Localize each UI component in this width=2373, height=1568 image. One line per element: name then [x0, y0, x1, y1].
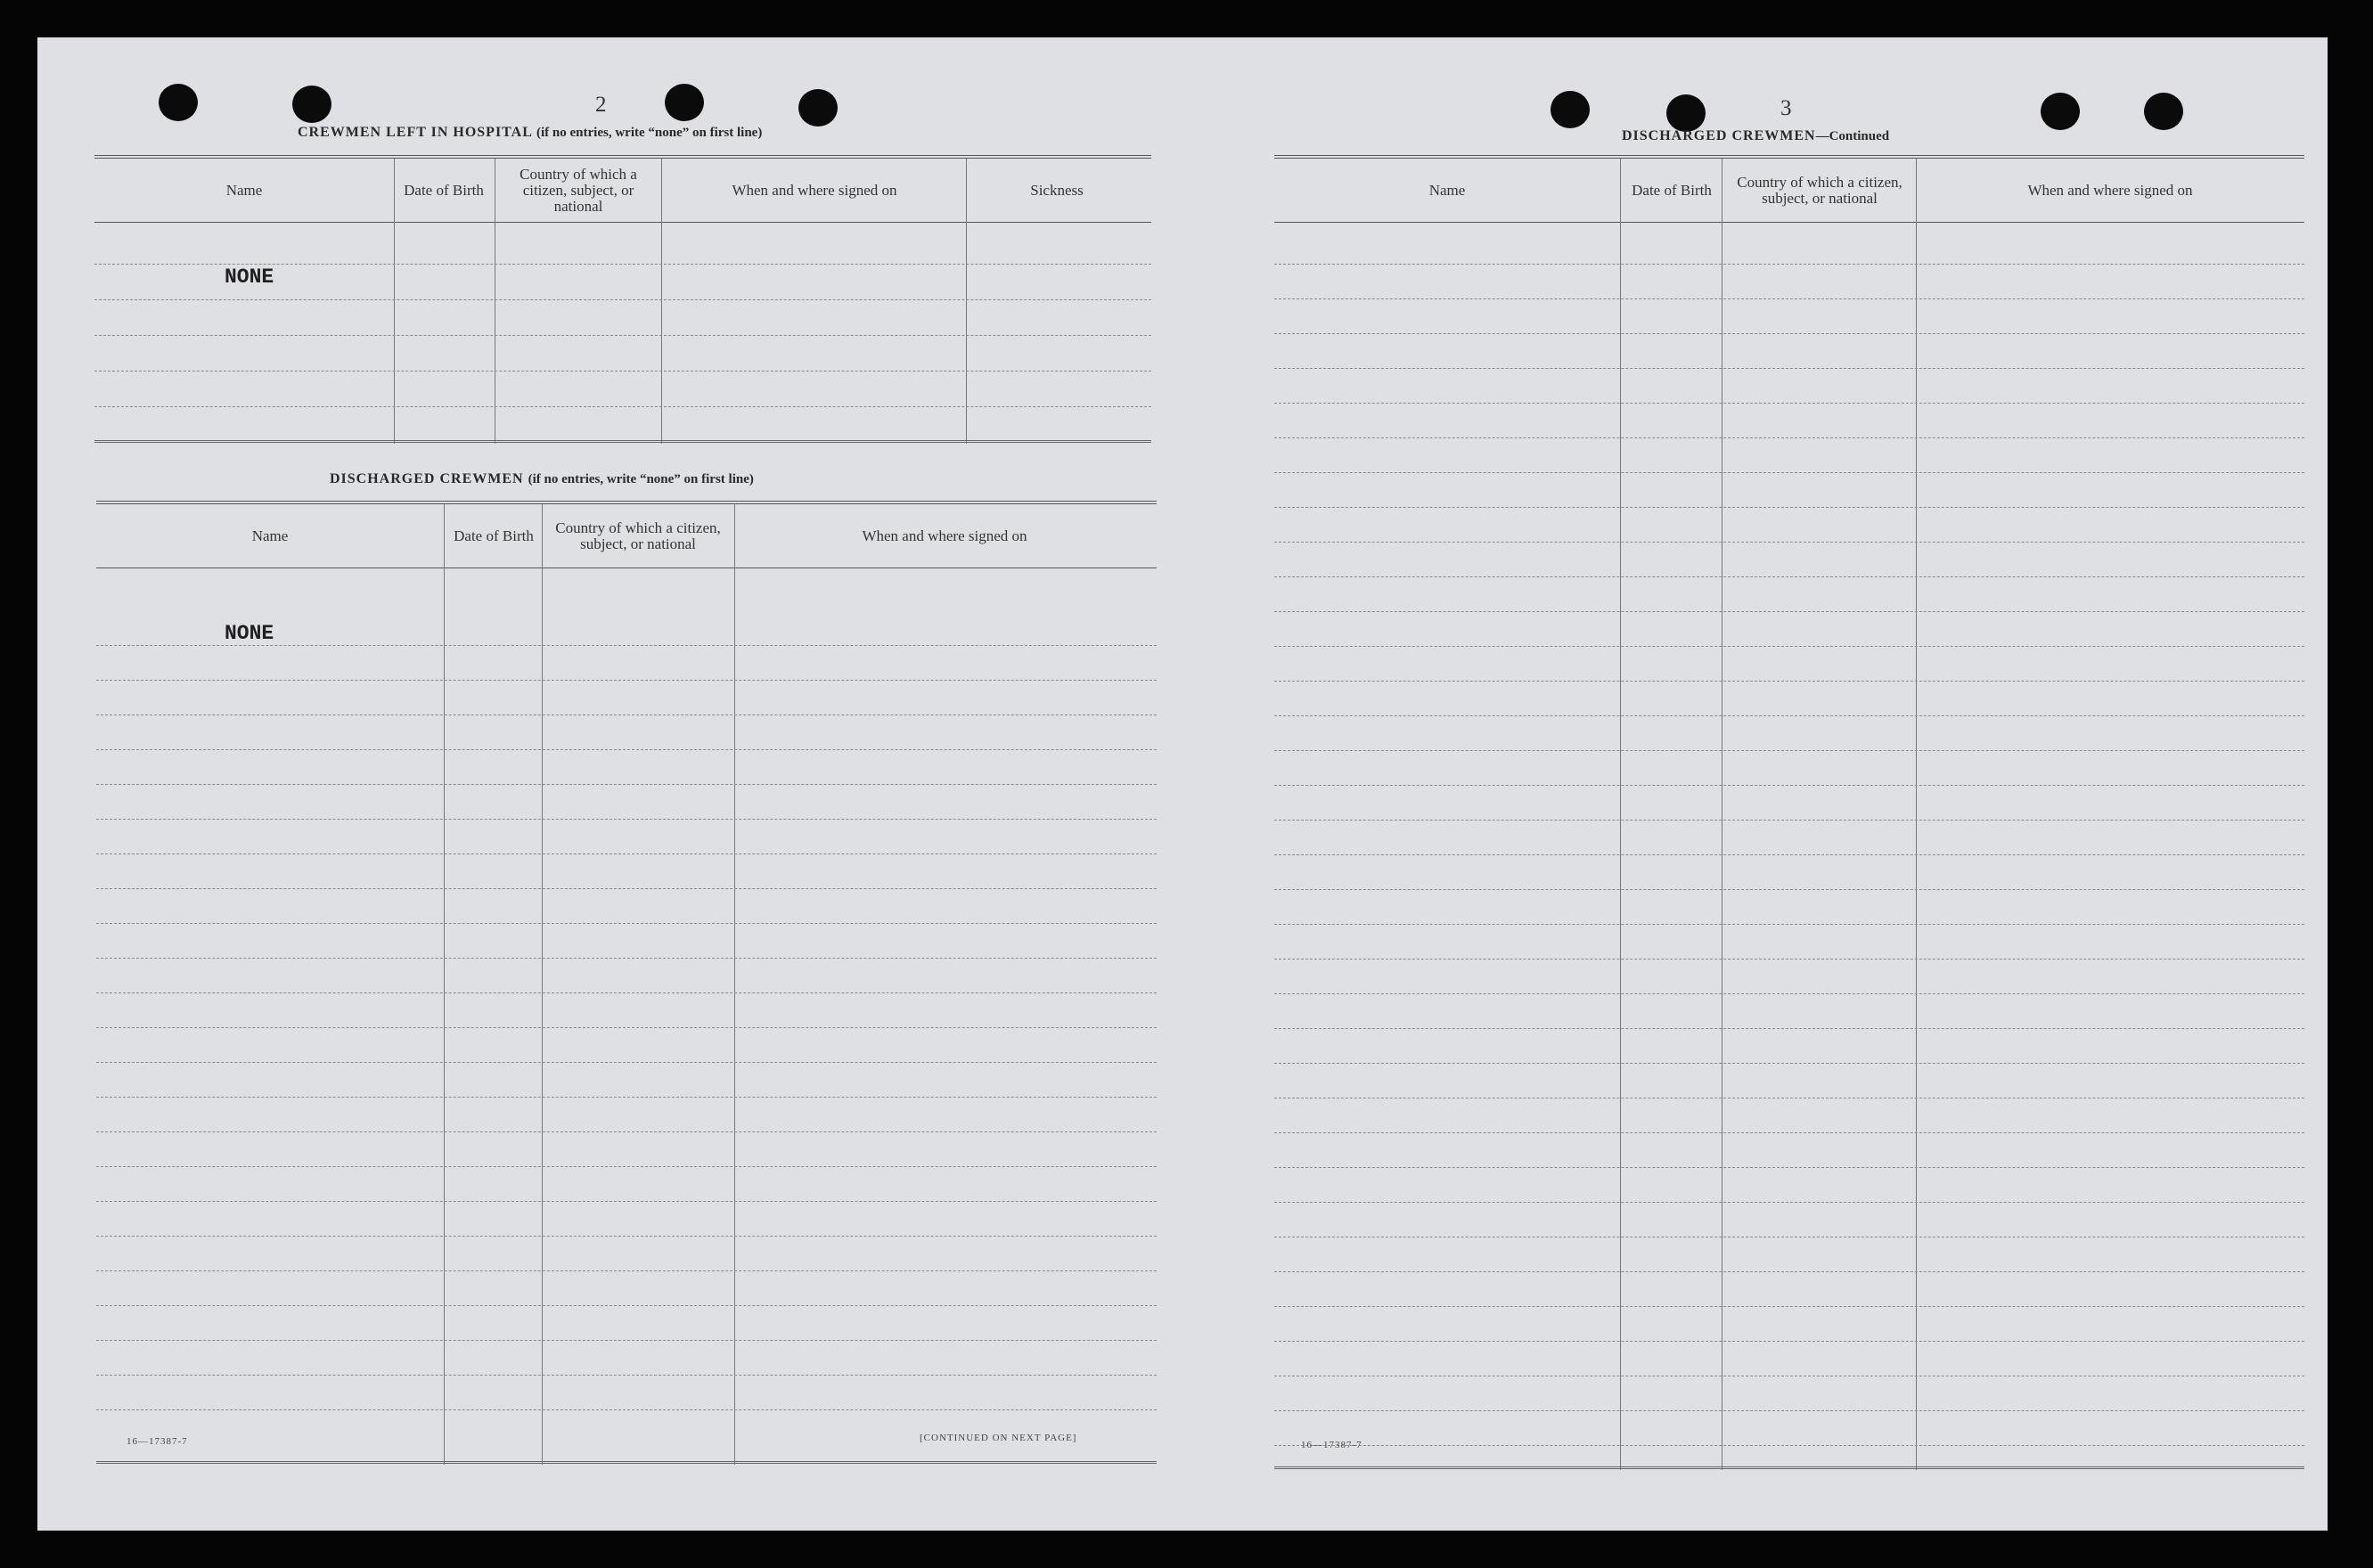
column-header-name: Name [251, 527, 289, 544]
column-divider [966, 159, 967, 444]
column-divider [444, 504, 445, 1465]
form-number: 16—17387-7 [1301, 1440, 1362, 1450]
table-row-line [96, 1027, 1157, 1028]
section-title-text: DISCHARGED CREWMEN [1622, 128, 1816, 143]
table-row-line [96, 1340, 1157, 1341]
column-header-date-of-birth: Date of Birth [1632, 181, 1712, 199]
table-bottom-rule [1274, 1466, 2304, 1469]
column-header-country: Country of which a citizen, subject, or national [520, 165, 637, 215]
table-row-line [94, 335, 1151, 336]
table-row-line [96, 1236, 1157, 1237]
section-note: (if no entries, write “none” on first line) [536, 126, 763, 140]
punch-hole [665, 84, 704, 121]
table-row-line [96, 1375, 1157, 1376]
table-bottom-rule [96, 1461, 1157, 1464]
table-row-line [1274, 264, 2304, 265]
table-row-line [1274, 959, 2304, 960]
table-row-line [96, 819, 1157, 820]
column-divider [1916, 159, 1917, 1470]
table-row-line [1274, 681, 2304, 682]
table-row-line [96, 923, 1157, 924]
document-sheet [37, 37, 2328, 1531]
right-page [1187, 37, 2328, 1531]
column-header-country: Country of which a citizen, subject, or national [1737, 173, 1902, 207]
table-row-line [1274, 298, 2304, 299]
table-row-line [1274, 1132, 2304, 1133]
punch-hole [2041, 93, 2080, 130]
column-header-signed-on: When and where signed on [862, 527, 1027, 544]
header-rule [94, 222, 1151, 223]
punch-hole [1666, 94, 1706, 132]
table-row-line [1274, 507, 2304, 508]
form-number: 16—17387-7 [127, 1436, 188, 1447]
punch-hole [159, 84, 198, 121]
column-header-signed-on: When and where signed on [732, 181, 897, 199]
table-row-line [96, 1201, 1157, 1202]
table-row-line [1274, 924, 2304, 925]
table-row-line [1274, 1410, 2304, 1411]
column-header-signed-on: When and where signed on [2027, 181, 2193, 199]
table-row-line [1274, 1063, 2304, 1064]
column-header-name: Name [1428, 181, 1466, 199]
column-divider [1620, 159, 1621, 1470]
table-row-line [1274, 889, 2304, 890]
hospital-section-title [298, 125, 762, 141]
table-row-line [1274, 785, 2304, 786]
discharged-entry-none: NONE [225, 622, 274, 645]
table-row-line [1274, 437, 2304, 438]
table-row-line [94, 406, 1151, 407]
table-bottom-rule [94, 440, 1151, 443]
column-header-date-of-birth: Date of Birth [404, 181, 484, 199]
discharged-table [96, 501, 1157, 1465]
section-title-text: CREWMEN LEFT IN HOSPITAL [298, 125, 533, 140]
continued-note: [CONTINUED ON NEXT PAGE] [920, 1433, 1077, 1443]
table-row-line [96, 1062, 1157, 1063]
column-header-name: Name [225, 181, 263, 199]
discharged-continued-table [1274, 155, 2304, 1470]
table-row-line [96, 888, 1157, 889]
table-row-line [1274, 820, 2304, 821]
table-row-line [96, 1097, 1157, 1098]
column-header-country: Country of which a citizen, subject, or national [555, 519, 721, 552]
punch-hole [292, 86, 331, 123]
table-row-line [1274, 1445, 2304, 1446]
table-row-line [1274, 576, 2304, 577]
table-row-line [1274, 1341, 2304, 1342]
table-row-line [1274, 542, 2304, 543]
page-number: 2 [595, 93, 607, 117]
table-row-line [96, 1409, 1157, 1410]
header-rule [1274, 222, 2304, 223]
punch-hole [798, 89, 838, 127]
table-row-line [1274, 1028, 2304, 1029]
table-row-line [96, 1131, 1157, 1132]
table-row-line [1274, 1271, 2304, 1272]
column-divider [394, 159, 395, 444]
table-row-line [96, 992, 1157, 993]
discharged-section-title [330, 471, 754, 487]
table-row-line [1274, 715, 2304, 716]
table-row-line [1274, 854, 2304, 855]
table-row-line [96, 645, 1157, 646]
table-row-line [94, 299, 1151, 300]
punch-hole [1551, 91, 1590, 128]
hospital-table [94, 155, 1151, 444]
table-row-line [1274, 333, 2304, 334]
table-row-line [1274, 646, 2304, 647]
table-row-line [96, 1270, 1157, 1271]
page-number: 3 [1780, 96, 1792, 120]
column-divider [661, 159, 662, 444]
section-title-suffix: —Continued [1815, 129, 1890, 143]
table-row-line [1274, 472, 2304, 473]
discharged-continued-title [1622, 128, 1889, 144]
table-row-line [96, 1305, 1157, 1306]
table-row-line [1274, 611, 2304, 612]
punch-hole [2144, 93, 2183, 130]
table-row-line [94, 264, 1151, 265]
table-row-line [96, 784, 1157, 785]
column-header-sickness: Sickness [1030, 181, 1084, 199]
table-row-line [96, 1166, 1157, 1167]
table-row-line [96, 853, 1157, 854]
table-row-line [94, 371, 1151, 372]
table-row-line [1274, 1306, 2304, 1307]
column-divider [734, 504, 735, 1465]
column-divider [542, 504, 543, 1465]
table-row-line [1274, 993, 2304, 994]
left-page [37, 37, 1187, 1531]
hospital-entry-none: NONE [225, 265, 274, 289]
table-row-line [96, 749, 1157, 750]
table-row-line [1274, 1202, 2304, 1203]
column-header-date-of-birth: Date of Birth [454, 527, 534, 544]
table-row-line [1274, 403, 2304, 404]
section-title-text: DISCHARGED CREWMEN [330, 471, 524, 486]
table-row-line [96, 958, 1157, 959]
section-note: (if no entries, write “none” on first line) [528, 472, 754, 486]
table-row-line [1274, 1167, 2304, 1168]
table-row-line [1274, 750, 2304, 751]
table-row-line [96, 680, 1157, 681]
table-row-line [1274, 368, 2304, 369]
